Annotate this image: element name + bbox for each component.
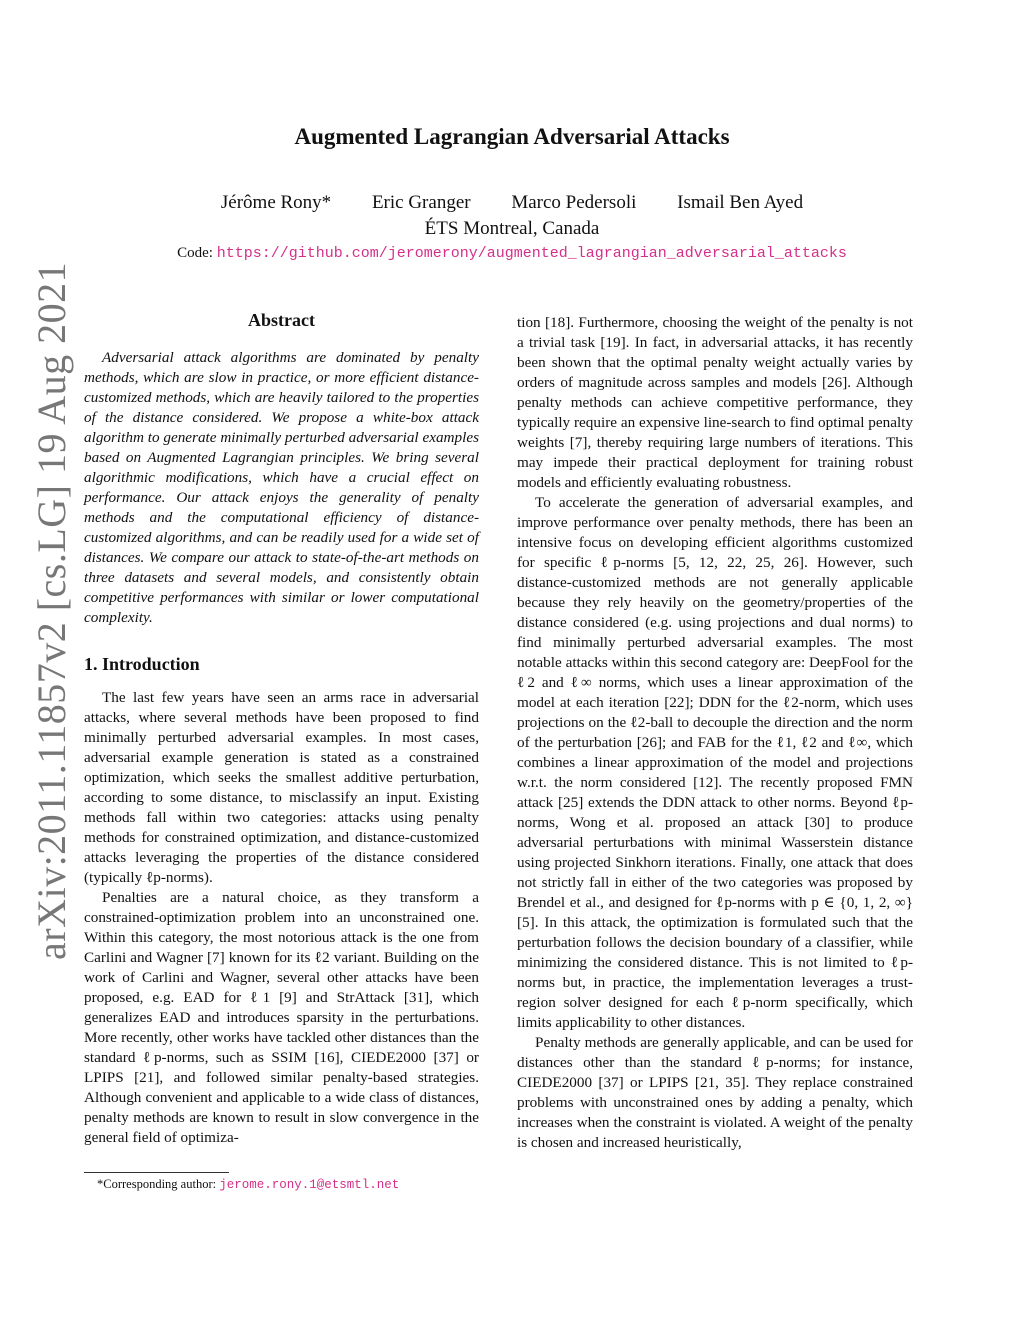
- code-label: Code:: [177, 245, 213, 261]
- left-column: [84, 310, 479, 1148]
- intro-paragraph-1: The last few years have seen an arms race in adversarial attacks, where several methods have been proposed to find minimally perturbed adversarial examples. In most cases, adversarial example generation is stated as a constrained optimization, which seeks the smallest additive perturbation, according to some distance, to misclassify an input. Existing methods fall within two categories: attacks using penalty methods for constrained optimization, and distance-customized attacks leveraging the properties of the distance considered (typically ℓp-norms).: [84, 689, 479, 886]
- code-link[interactable]: https://github.com/jeromerony/augmented_lagrangian_adversarial_attacks: [216, 245, 847, 262]
- footnote-divider: [84, 1172, 229, 1173]
- intro-heading: 1. Introduction: [84, 654, 200, 674]
- author-list: [0, 192, 1024, 214]
- affiliation: ÉTS Montreal, Canada: [424, 218, 600, 239]
- abstract-heading: Abstract: [248, 310, 315, 330]
- footnote: [97, 1177, 399, 1192]
- right-paragraph-2: To accelerate the generation of adversarial examples, and improve performance over penalty methods, there has been an intensive focus on developing efficient algorithms customized for specific ℓp-norms [5, 12, 22, 25, 26]. However, such distance-customized methods are not generally applicable because they rely heavily on the geometry/properties of the distance considered (e.g. using projections and dual norms) to find minimally perturbed adversarial examples. The most notable attacks within this second category are: DeepFool for the ℓ2 and ℓ∞ norms, which uses a linear approximation of the model at each iteration [22]; DDN for the ℓ2-norm, which uses projections on the ℓ2-ball to decouple the direction and the norm of the perturbation [26]; and FAB for the ℓ1, ℓ2 and ℓ∞, which combines a linear approximation of the model and projections w.r.t. the norm considered [12]. The recently proposed FMN attack [25] extends the DDN attack to other norms. Beyond ℓp-norms, Wong et al. proposed an attack [30] to produce adversarial perturbations with minimal Wasserstein distance using projected Sinkhorn iterations. Finally, one attack that does not strictly fall in either of the two categories was proposed by Brendel et al., and designed for ℓp-norms with p ∈ {0, 1, 2, ∞} [5]. In this attack, the optimization is formulated such that the perturbation follows the decision boundary of a classifier, while minimizing the considered distance. This is not limited to ℓp-norms but, in practice, the implementation leverages a trust-region solver designed for each ℓp-norm specifically, which limits applicability to other distances.: [517, 494, 913, 1031]
- right-paragraph-3: Penalty methods are generally applicable, and can be used for distances other than the standard ℓp-norms; for instance, CIEDE2000 [37] or LPIPS [21, 35]. They replace constrained problems with unconstrained ones by adding a penalty, which increases when the constraint is violated. A weight of the penalty is chosen and increased heuristically,: [517, 1034, 913, 1151]
- author-4: Ismail Ben Ayed: [677, 192, 804, 213]
- right-paragraph-1: tion [18]. Furthermore, choosing the weight of the penalty is not a trivial task [19]. In fact, in adversarial attacks, it has recently been shown that the optimal penalty weight actually varies by orders of magnitude across samples and models [26]. Although penalty methods can achieve competitive performance, they typically require an expensive line-search to find optimal penalty weights [7], thereby requiring large numbers of iterations. This may impede their practical deployment for training robust models and efficiently evaluating robustness.: [517, 314, 913, 491]
- paper-title: Augmented Lagrangian Adversarial Attacks: [294, 124, 730, 149]
- code-line: [0, 245, 1024, 262]
- footnote-label: *Corresponding author:: [97, 1177, 217, 1191]
- author-2: Eric Granger: [371, 192, 471, 213]
- arxiv-stamp: arXiv:2011.11857v2 [cs.LG] 19 Aug 2021: [29, 261, 74, 960]
- author-1: Jérôme Rony*: [220, 192, 332, 213]
- intro-paragraph-2: Penalties are a natural choice, as they transform a constrained-optimization problem into an unconstrained one. Within this category, the most notorious attack is the one from Carlini and Wagner [7] known for its ℓ2 variant. Building on the work of Carlini and Wagner, several other attacks have been proposed, e.g. EAD for ℓ1 [9] and StrAttack [31], which generalizes EAD and introduces sparsity in the perturbations. More recently, other works have tackled other distances than the standard ℓp-norms, such as SSIM [16], CIEDE2000 [37] or LPIPS [21], and followed similar penalty-based strategies. Although convenient and applicable to a wide class of distances, penalty methods are known to result in slow convergence in the general field of optimiza-: [84, 889, 479, 1146]
- footnote-email-link[interactable]: jerome.rony.1@etsmtl.net: [219, 1178, 400, 1192]
- author-3: Marco Pedersoli: [511, 192, 637, 213]
- abstract-text: Adversarial attack algorithms are dominated by penalty methods, which are slow in practice, or more efficient distance-customized methods, which are heavily tailored to the properties of the distance considered. We propose a white-box attack algorithm to generate minimally perturbed adversarial examples based on Augmented Lagrangian principles. We bring several algorithmic modifications, which have a crucial effect on performance. Our attack enjoys the generality of penalty methods and the computational efficiency of distance-customized algorithms, and can be readily used for a wide set of distances. We compare our attack to state-of-the-art methods on three datasets and several models, and consistently obtain competitive performances with similar or lower computational complexity.: [84, 349, 479, 626]
- right-column: [517, 313, 913, 1153]
